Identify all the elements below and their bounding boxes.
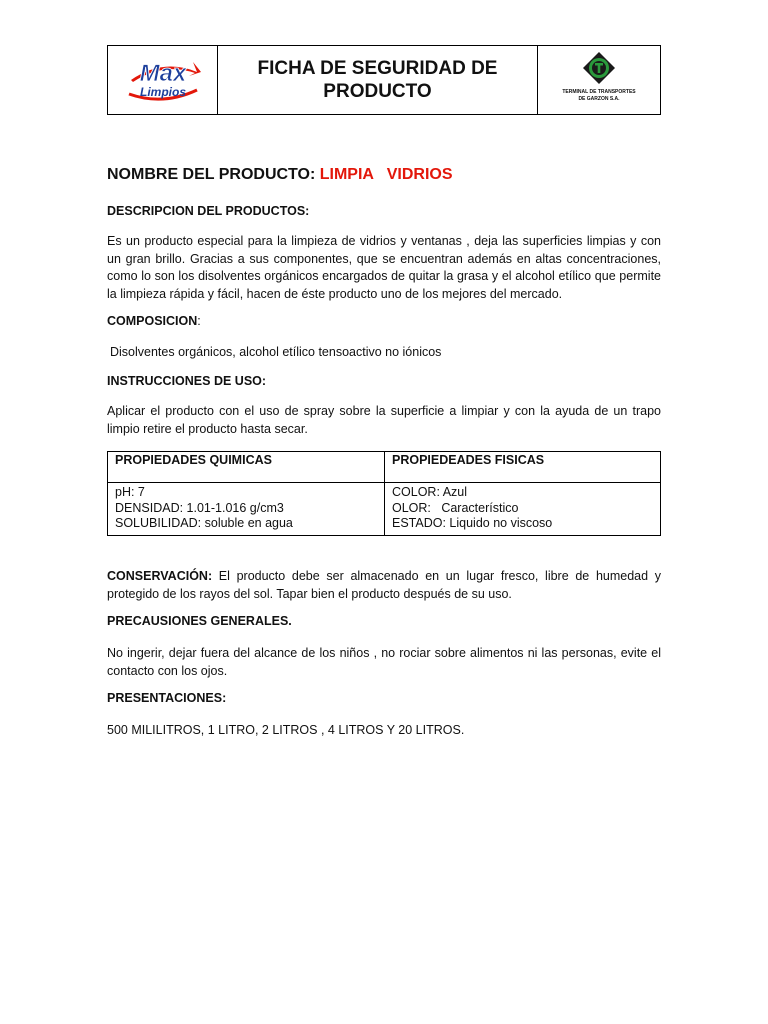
max-limpios-logo — [123, 50, 203, 106]
fisicas-olor: OLOR: Característico — [392, 500, 519, 515]
instrucciones-text: Aplicar el producto con el uso de spray sobre la superficie a limpiar y con la ayuda de un trapo limpio retire el producto hasta secar. — [107, 404, 661, 436]
presentaciones-text: 500 MILILITROS, 1 LITRO, 2 LITROS , 4 LITROS Y 20 LITROS. — [107, 723, 465, 737]
quimicas-densidad: DENSIDAD: 1.01-1.016 g/cm3 — [115, 500, 284, 515]
document-title — [218, 46, 538, 115]
conservacion-paragraph — [107, 568, 661, 603]
max-limpios-logo-cell — [108, 46, 218, 115]
composicion-colon: : — [197, 314, 201, 328]
logo-text-limpios: Limpios — [139, 84, 186, 99]
product-name-value: LIMPIA VIDRIOS — [319, 166, 453, 183]
quimicas-ph: pH: 7 — [115, 485, 145, 499]
precauciones-title: PRECAUSIONES GENERALES. — [107, 614, 292, 628]
composicion-title-text: COMPOSICION — [107, 314, 198, 328]
conservacion-title: CONSERVACIÓN: — [107, 569, 213, 583]
terminal-transportes-logo — [549, 48, 649, 108]
instrucciones-title: INSTRUCCIONES DE USO: — [107, 374, 267, 388]
terminal-logo-text-1: TERMINAL DE TRANSPORTES — [562, 88, 636, 95]
composicion-text: Disolventes orgánicos, alcohol etílico tensoactivo no iónicos — [110, 345, 442, 359]
logo-text-max: Max — [139, 59, 186, 87]
product-name-label: NOMBRE DEL PRODUCTO: — [107, 166, 320, 183]
precauciones-text: No ingerir, dejar fuera del alcance de los niños , no rociar sobre alimentos ni las personas, evite el contacto con los ojos. — [107, 646, 661, 678]
presentaciones-title: PRESENTACIONES: — [107, 691, 227, 705]
header-table — [107, 45, 661, 115]
quimicas-solubilidad: SOLUBILIDAD: soluble en agua — [115, 516, 293, 530]
quimicas-header: PROPIEDADES QUIMICAS — [108, 452, 385, 483]
quimicas-values — [108, 483, 385, 536]
product-name-heading — [107, 166, 453, 184]
terminal-logo-text-2: DE GARZON S.A. — [578, 95, 620, 102]
terminal-logo-cell — [538, 46, 661, 115]
propiedades-table — [107, 451, 661, 536]
descripcion-text: Es un producto especial para la limpieza de vidrios y ventanas , deja las superficies limpias y con un gran brillo. Gracias a sus componentes, que se encuentran además en altas concentraciones, como lo son los disolventes orgánicos encargados de quitar la grasa y el alcohol etílico que permite la limpieza rápida y fácil, hacen de éste producto uno de los mejores del mercado. — [107, 234, 661, 301]
document-title-text: FICHA DE SEGURIDAD DE PRODUCTO — [257, 58, 498, 102]
fisicas-estado: ESTADO: Liquido no viscoso — [392, 516, 553, 530]
composicion-title — [107, 314, 201, 328]
fisicas-header: PROPIEDEADES FISICAS — [385, 452, 661, 483]
fisicas-values — [385, 483, 661, 536]
descripcion-title: DESCRIPCION DEL PRODUCTOS: — [107, 204, 310, 218]
fisicas-color: COLOR: Azul — [392, 485, 468, 499]
conservacion-text: El producto debe ser almacenado en un lugar fresco, libre de humedad y protegido de los rayos del sol. Tapar bien el producto después de su uso. — [107, 569, 661, 601]
